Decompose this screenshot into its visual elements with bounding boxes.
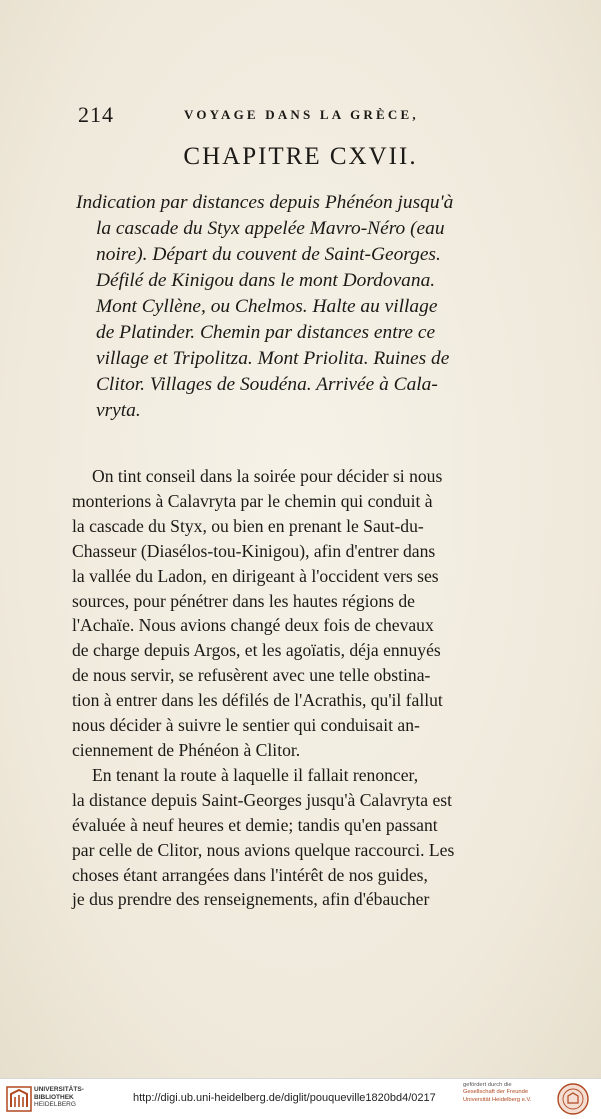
funder-line: Universität Heidelberg e.V. (463, 1096, 532, 1103)
funder-line: Gesellschaft der Freunde (463, 1089, 529, 1096)
body-line: sources, pour pénétrer dans les hautes régions de (72, 590, 415, 611)
summary-line: noire). Départ du couvent de Saint-Georges. (96, 244, 441, 265)
body-line: la vallée du Ladon, en dirigeant à l'occident vers ses (72, 565, 439, 586)
chapter-summary (76, 190, 538, 424)
funding-note (463, 1082, 555, 1104)
body-line: Chasseur (Diasélos-tou-Kinigou), afin d'entrer dans (72, 540, 436, 561)
page-header (78, 102, 538, 130)
library-name-line: UNIVERSITÄTS- (34, 1086, 84, 1093)
summary-line: de Platinder. Chemin par distances entre ce (96, 322, 436, 343)
summary-line: Mont Cyllène, ou Chelmos. Halte au village (96, 296, 438, 317)
funded-by-label: gefördert durch die (463, 1082, 512, 1088)
body-line: nous décider à suivre le sentier qui conduisait an- (72, 715, 420, 736)
body-line: par celle de Clitor, nous avions quelque raccourci. Les (72, 839, 455, 860)
body-line: tion à entrer dans les défilés de l'Acrathis, qu'il fallut (72, 690, 443, 711)
body-text (72, 464, 534, 912)
body-line: la distance depuis Saint-Georges jusqu'à Calavryta est (72, 789, 453, 810)
body-line: évaluée à neuf heures et demie; tandis qu'en passant (72, 814, 438, 835)
body-line: de nous servir, se refusèrent avec une telle obstina- (72, 665, 431, 686)
library-name[interactable] (34, 1086, 84, 1109)
library-name-line: BIBLIOTHEK (34, 1093, 74, 1101)
summary-line: village et Tripolitza. Mont Priolita. Ruines de (96, 348, 450, 369)
body-line: monterions à Calavryta par le chemin qui conduit à (72, 490, 433, 511)
summary-line: Clitor. Villages de Soudéna. Arrivée à Cala- (96, 374, 438, 395)
summary-line: la cascade du Styx appelée Mavro-Néro (eau (96, 218, 445, 239)
body-line: de charge depuis Argos, et les agoïatis, déja ennuyés (72, 640, 441, 661)
body-line: la cascade du Styx, ou bien en prenant le Saut-du- (72, 515, 424, 536)
chapter-title: CHAPITRE CXVII. (183, 143, 418, 170)
page-number: 214 (78, 102, 114, 127)
summary-line: Défilé de Kinigou dans le mont Dordovana. (96, 270, 436, 291)
library-name-line: HEIDELBERG (34, 1101, 76, 1109)
body-line: On tint conseil dans la soirée pour décider si nous (92, 466, 443, 486)
running-head: VOYAGE DANS LA GRÈCE, (184, 107, 419, 122)
university-logo-icon[interactable] (6, 1085, 32, 1113)
body-line: l'Achaïe. Nous avions changé deux fois de chevaux (72, 615, 434, 636)
summary-line: Indication par distances depuis Phénéon jusqu'à (76, 192, 454, 213)
body-line: ciennement de Phénéon à Clitor. (72, 739, 301, 760)
viewer-footer (0, 1078, 601, 1119)
body-line: choses étant arrangées dans l'intérêt de nos guides, (72, 864, 428, 885)
body-line: je dus prendre des renseignements, afin d'ébaucher (72, 889, 430, 910)
body-line: En tenant la route à laquelle il fallait renoncer, (92, 764, 419, 785)
permalink-url[interactable]: http://digi.ub.uni-heidelberg.de/diglit/pouqueville1820bd4/0217 (133, 1092, 436, 1104)
society-seal-icon[interactable] (557, 1083, 589, 1115)
summary-line: vryta. (96, 400, 141, 421)
